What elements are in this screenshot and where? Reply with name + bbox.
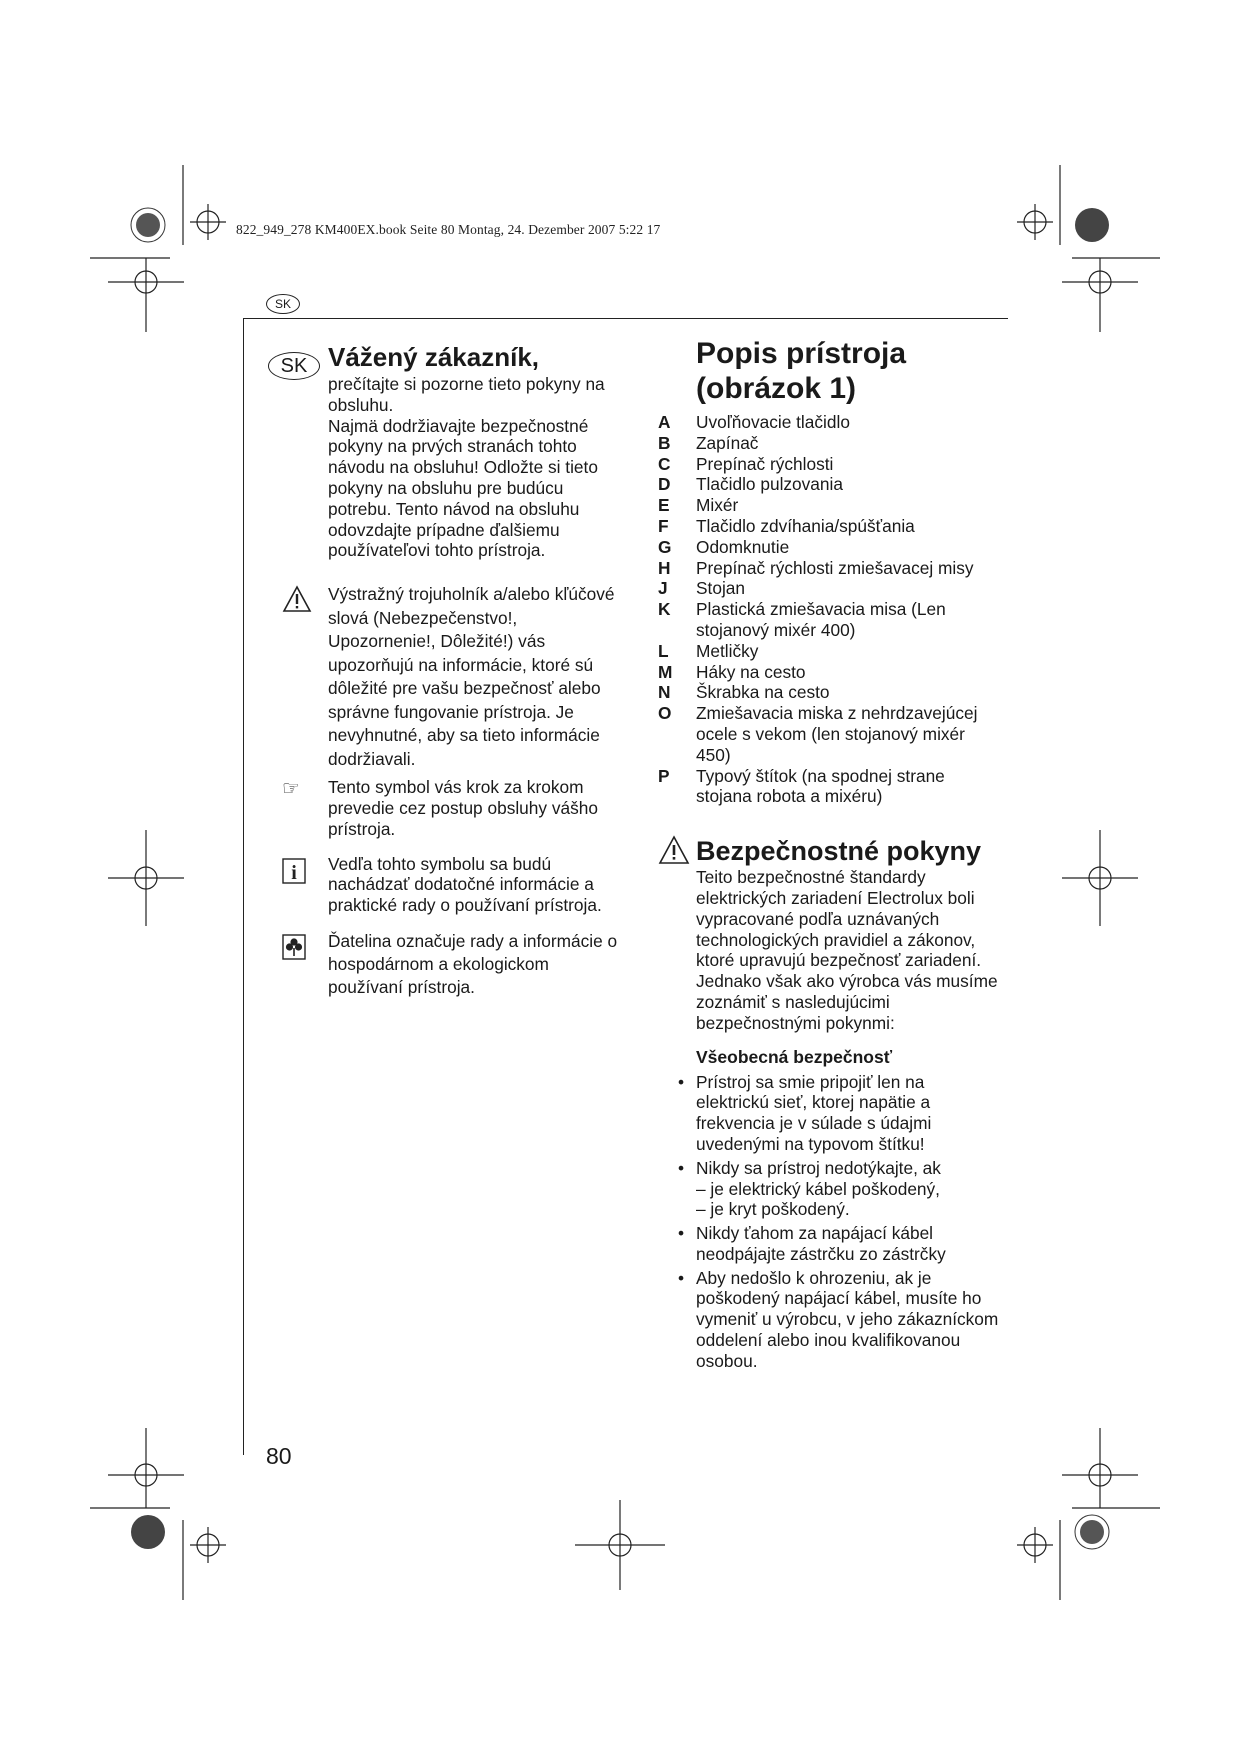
part-item xyxy=(652,703,1002,765)
part-item xyxy=(652,599,1002,641)
part-text: Mixér xyxy=(696,495,739,516)
warning-triangle-icon xyxy=(658,835,690,870)
frame-top-rule xyxy=(243,318,1008,319)
safety-bullet: • Prístroj sa smie pripojiť len na elektrickú sieť, ktorej napätie a frekvencia je v súlade s údajmi uvedenými na typovom štítku! xyxy=(696,1072,1002,1155)
part-text: Prepínač rýchlosti xyxy=(696,453,834,474)
info-symbol-block xyxy=(268,854,628,916)
left-column xyxy=(268,340,628,999)
part-item xyxy=(652,495,1002,516)
part-letter: E xyxy=(658,495,670,516)
part-letter: G xyxy=(658,536,672,557)
safety-section xyxy=(652,835,1002,1372)
page-number: 80 xyxy=(266,1443,292,1469)
clover-symbol-block xyxy=(268,930,628,999)
part-letter: B xyxy=(658,432,671,453)
safety-intro: Teito bezpečnostné štandardy elektrických zariadení Electrolux boli vypracované podľa uznávaných technologických pravidiel a zákonov, ktoré upravujú bezpečnosť zariadení. Jednako však ako výrobca vás musíme zoznámiť s nasledujúcimi bezpečnostnými pokynmi: xyxy=(696,867,998,1033)
part-letter: K xyxy=(658,599,671,620)
info-symbol-text: Vedľa tohto symbolu sa budú nachádzať dodatočné informácie a praktické rady o používaní prístroja. xyxy=(328,853,602,916)
part-item xyxy=(652,766,1002,808)
part-letter: M xyxy=(658,661,673,682)
warning-symbol-block xyxy=(268,583,628,771)
part-text: Zapínač xyxy=(696,432,759,453)
hand-symbol-text: Tento symbol vás krok za krokom prevedie cez postup obsluhy vášho prístroja. xyxy=(328,777,598,839)
device-description-title-line-2: (obrázok 1) xyxy=(696,372,857,405)
intro-paragraph-2: Najmä dodržiavajte bezpečnostné pokyny na prvých stranách tohto návodu na obsluhu! Odložte si tieto pokyny na obsluhu pre budúcu potrebu. Tento návod na obsluhu odovzdajte prípadne ďalšiemu používateľovi tohto prístroja. xyxy=(328,415,598,561)
part-item xyxy=(652,537,1002,558)
part-letter: F xyxy=(658,515,669,536)
part-item xyxy=(652,474,1002,495)
part-letter: J xyxy=(658,578,668,599)
part-text: Odomknutie xyxy=(696,536,790,557)
safety-bullet-sub: – je kryt poškodený. xyxy=(696,1199,850,1220)
clover-icon xyxy=(282,934,306,965)
part-item xyxy=(652,641,1002,662)
part-item xyxy=(652,454,1002,475)
right-column xyxy=(652,336,1002,1375)
parts-list xyxy=(652,412,1002,807)
safety-bullet xyxy=(696,1158,1002,1220)
device-description-title xyxy=(696,336,1002,406)
part-item xyxy=(652,682,1002,703)
part-letter: L xyxy=(658,640,669,661)
part-text: Prepínač rýchlosti zmiešavacej misy xyxy=(696,557,974,578)
part-text: Zmiešavacia miska z nehrdzavejúcej ocele s vekom (len stojanový mixér 450) xyxy=(696,703,978,765)
language-badge: SK xyxy=(268,352,320,380)
part-letter: C xyxy=(658,453,671,474)
safety-bullet-main: • Nikdy sa prístroj nedotýkajte, ak xyxy=(696,1157,941,1178)
safety-bullet-sub: – je elektrický kábel poškodený, xyxy=(696,1178,940,1199)
part-letter: O xyxy=(658,703,672,724)
part-item xyxy=(652,516,1002,537)
safety-bullet: • Nikdy ťahom za napájací kábel neodpájajte zástrčku zo zástrčky xyxy=(696,1223,1002,1265)
part-letter: P xyxy=(658,765,670,786)
part-text: Tlačidlo zdvíhania/spúšťania xyxy=(696,515,915,536)
hand-symbol-block xyxy=(268,777,628,839)
part-item xyxy=(652,412,1002,433)
part-letter: H xyxy=(658,557,671,578)
warning-symbol-text: Výstražný trojuholník a/alebo kľúčové slová (Nebezpečenstvo!, Upozornenie!, Dôležité!) vás upozorňujú na informácie, ktoré sú dôležité pre vašu bezpečnosť alebo správne fungovanie prístroja. Je nevyhnutné, aby sa tieto informácie dodržiavali. xyxy=(328,584,615,769)
part-item xyxy=(652,558,1002,579)
language-badge-small: SK xyxy=(266,294,300,314)
part-letter: A xyxy=(658,412,671,432)
part-letter: D xyxy=(658,474,671,495)
part-text: Škrabka na cesto xyxy=(696,682,830,703)
frame-left-rule xyxy=(243,318,244,1455)
intro-paragraph-1: prečítajte si pozorne tieto pokyny na obsluhu. xyxy=(328,374,605,415)
pointing-hand-icon: ☞ xyxy=(282,778,300,801)
part-text: Háky na cesto xyxy=(696,661,806,682)
part-item xyxy=(652,433,1002,454)
greeting-title: Vážený zákazník, xyxy=(328,342,539,372)
device-description-title-line-1: Popis prístroja xyxy=(696,337,907,370)
clover-symbol-text: Ďatelina označuje rady a informácie o hospodárnom a ekologickom používaní prístroja. xyxy=(328,930,618,997)
safety-title: Bezpečnostné pokyny xyxy=(696,836,982,867)
info-icon xyxy=(282,858,306,889)
part-item xyxy=(652,662,1002,683)
part-text: Metličky xyxy=(696,640,759,661)
greeting-block xyxy=(268,340,628,561)
warning-triangle-icon xyxy=(282,585,312,618)
part-text: Stojan xyxy=(696,578,746,599)
safety-bullet: • Aby nedošlo k ohrozeniu, ak je poškodený napájací kábel, musíte ho vymeniť u výrobcu, v jeho zákazníckom oddelení alebo inou kvalifikovanou osobou. xyxy=(696,1268,1002,1372)
general-safety-title: Všeobecná bezpečnosť xyxy=(696,1046,893,1067)
part-letter: N xyxy=(658,682,671,703)
part-text: Plastická zmiešavacia misa (Len stojanový mixér 400) xyxy=(696,599,946,640)
part-text: Uvoľňovacie tlačidlo xyxy=(696,412,850,432)
part-item xyxy=(652,578,1002,599)
part-text: Typový štítok (na spodnej strane stojana robota a mixéru) xyxy=(696,765,945,807)
print-header: 822_949_278 KM400EX.book Seite 80 Montag, 24. Dezember 2007 5:22 17 xyxy=(236,222,661,237)
safety-bullets xyxy=(652,1072,1002,1372)
svg-text:i: i xyxy=(291,861,297,884)
part-text: Tlačidlo pulzovania xyxy=(696,474,843,495)
